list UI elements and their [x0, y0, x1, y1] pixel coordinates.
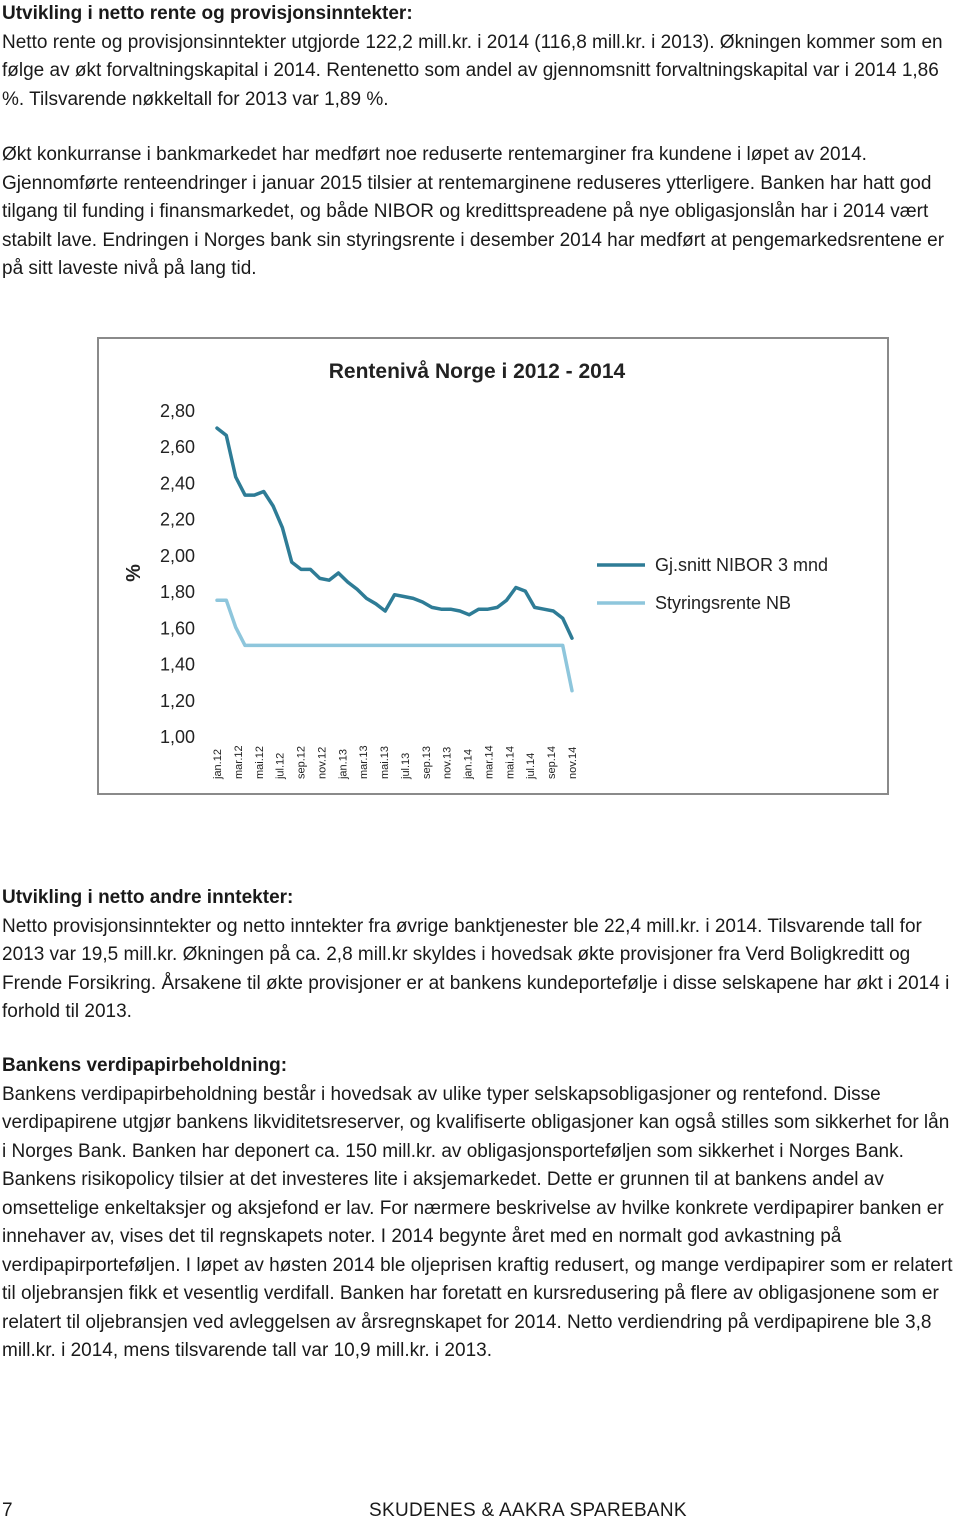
section-interest-income [2, 0, 958, 114]
legend-label-1: Styringsrente NB [655, 593, 792, 613]
interest-rate-chart [97, 337, 889, 795]
x-tick-label: nov.12 [316, 746, 329, 779]
heading-interest-income: Utvikling i netto rente og provisjonsinntekter: [2, 3, 413, 24]
section-other-income [2, 884, 958, 1027]
section-securities [2, 1052, 958, 1366]
x-tick-label: jul.13 [399, 752, 412, 779]
y-tick-label: 2,20 [159, 509, 195, 530]
series-line-0 [217, 428, 572, 638]
y-tick-label: 1,40 [159, 654, 195, 675]
x-tick-label: nov.14 [567, 746, 579, 779]
x-tick-label: jan.13 [337, 749, 350, 779]
y-tick-label: 1,20 [159, 690, 195, 711]
y-tick-label: 1,00 [159, 727, 195, 747]
x-tick-label: mar.13 [358, 745, 371, 779]
x-tick-label: jan.12 [212, 749, 224, 779]
paragraph-other-income: Netto provisjonsinntekter og netto inntekter fra øvrige banktjenester ble 22,4 mill.kr. i 2014. Tilsvarende tall for 2013 var 19,5 mill.kr. Økningen på ca. 2,8 mill.kr skyldes i hovedsak økte provisjoner fra Verd Boligkreditt og Frende Forsikring. Årsakene til økte provisjoner er at bankens kundeportefølje i disse selskapene har økt i 2014 i forhold til 2013. [2, 915, 950, 1022]
heading-securities: Bankens verdipapirbeholdning: [2, 1055, 288, 1076]
paragraph-competition [2, 141, 958, 284]
x-tick-label: jan.14 [462, 749, 475, 779]
y-axis-label: % [123, 564, 145, 582]
chart-title: Rentenivå Norge i 2012 - 2014 [328, 360, 626, 383]
y-tick-label: 2,80 [159, 401, 195, 421]
x-tick-label: mar.14 [483, 745, 496, 779]
y-tick-label: 2,00 [159, 545, 195, 566]
footer-bank-name: SKUDENES & AAKRA SPAREBANK [369, 1500, 687, 1521]
x-tick-label: mai.12 [253, 745, 266, 779]
x-tick-label: nov.13 [441, 746, 454, 779]
page-number: 7 [2, 1500, 13, 1521]
x-tick-label: mai.14 [504, 745, 517, 779]
x-tick-label: mai.13 [379, 745, 392, 779]
x-tick-label: jul.12 [274, 752, 287, 779]
paragraph-competition-text: Økt konkurranse i bankmarkedet har medført noe reduserte rentemarginer fra kundene i løpet av 2014. Gjennomførte renteendringer i januar 2015 tilsier at rentemarginene reduseres ytterligere. Banken har hatt god tilgang til funding i finansmarkedet, og både NIBOR og kredittspreadene på nye obligasjonslån har i 2014 vært stabilt lave. Endringen i Norges bank sin styringsrente i desember 2014 har medført at pengemarkedsrentene er på sitt laveste nivå på lang tid. [2, 144, 945, 279]
y-tick-label: 2,40 [159, 473, 195, 494]
y-tick-label: 1,60 [159, 618, 195, 639]
x-tick-label: sep.13 [420, 745, 433, 779]
series-line-1 [217, 600, 572, 691]
legend-label-0: Gj.snitt NIBOR 3 mnd [655, 555, 829, 575]
x-tick-label: sep.14 [546, 745, 559, 779]
x-tick-label: jul.14 [525, 752, 538, 779]
x-tick-label: sep.12 [295, 745, 308, 779]
y-tick-label: 1,80 [159, 582, 195, 603]
y-tick-label: 2,60 [159, 437, 195, 458]
paragraph-interest-income: Netto rente og provisjonsinntekter utgjorde 122,2 mill.kr. i 2014 (116,8 mill.kr. i 2013). Økningen kommer som en følge av økt forvaltningskapital i 2014. Rentenetto som andel av gjennomsnitt forvaltningskapital var i 2014 1,86 %. Tilsvarende nøkkeltall for 2013 var 1,89 %. [2, 31, 943, 110]
x-tick-label: mar.12 [232, 745, 245, 779]
paragraph-securities: Bankens verdipapirbeholdning består i hovedsak av ulike typer selskapsobligasjoner og rentefond. Disse verdipapirene utgjør bankens likviditetsreserver, og kvalifiserte obligasjoner kan også stilles som sikkerhet for lån i Norges Bank. Banken har deponert ca. 150 mill.kr. av obligasjonsporteføljen som sikkerhet i Norges Bank. Bankens risikopolicy tilsier at det investeres lite i aksjemarkedet. Dette er grunnen til at bankens andel av omsettelige enkeltaksjer og aksjefond er lav. For nærmere beskrivelse av hvilke konkrete verdipapirer banken er innehaver av, vises det til regnskapets noter. I 2014 begynte året med en normalt god avkastning på verdipapirporteføljen. I løpet av høsten 2014 ble oljeprisen kraftig redusert, og mange verdipapirer som er relatert til oljebransjen fikk et vesentlig verdifall. Banken har foretatt en kursredusering på flere av obligasjonene som er relatert til oljebransjen ved avleggelsen av årsregnskapet for 2014. Netto verdiendring på verdipapirene ble 3,8 mill.kr. i 2014, mens tilsvarende tall var 10,9 mill.kr. i 2013. [2, 1083, 953, 1361]
heading-other-income: Utvikling i netto andre inntekter: [2, 887, 294, 908]
